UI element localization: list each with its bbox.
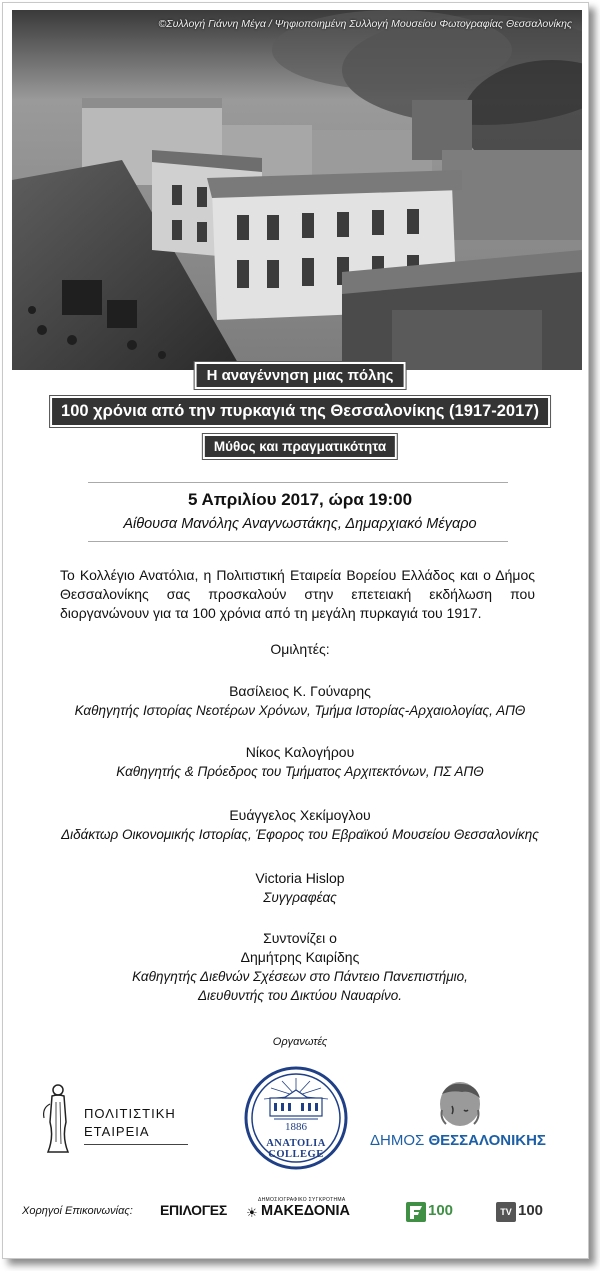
moderator-role-1: Καθηγητής Διεθνών Σχέσεων στο Πάντειο Πανεπιστήμιο, [132, 969, 468, 984]
title-banner-3: Μύθος και πραγματικότητα [203, 434, 397, 459]
divider-bottom [88, 541, 508, 542]
tv-icon: TV [496, 1202, 516, 1222]
speaker-4 [20, 869, 580, 907]
intro-paragraph: Το Κολλέγιο Ανατόλια, η Πολιτιστική Εταιρεία Βορείου Ελλάδος και ο Δήμος Θεσσαλονίκης σας προσκαλούν στην επετειακή εκδήλωση που διοργανώνουν για τα 100 χρόνια από τη μεγάλη πυρκαγιά του 1917. [60, 567, 535, 621]
moderator-name: Δημήτρης Καιρίδης [240, 949, 360, 965]
speaker-3 [20, 806, 580, 844]
speaker-name: Νίκος Καλογήρου [245, 744, 355, 760]
speaker-role: Συγγραφέας [263, 890, 337, 905]
fm-icon [406, 1202, 426, 1222]
sun-icon: ☀ [246, 1205, 258, 1220]
speaker-name: Victoria Hislop [255, 870, 345, 886]
photo-credit: ©Συλλογή Γιάννη Μέγα / Ψηφιοποιημένη Συλλογή Μουσείου Φωτογραφίας Θεσσαλονίκης [158, 18, 572, 30]
alexander-head-icon [430, 1080, 490, 1128]
municipality-word-a: ΔΗΜΟΣ [370, 1132, 425, 1149]
historic-photo [12, 10, 582, 370]
speaker-role: Καθηγητής & Πρόεδρος του Τμήματος Αρχιτεκτόνων, ΠΣ ΑΠΘ [116, 764, 484, 779]
event-venue: Αίθουσα Μανόλης Αναγνωστάκης, Δημαρχιακό Μέγαρο [123, 516, 477, 532]
municipality-name [370, 1132, 546, 1149]
cultural-society-logo [38, 1082, 198, 1157]
fm100-label: 100 [428, 1202, 454, 1219]
moderator [20, 929, 580, 1005]
title-banner-1: Η αναγέννηση μιας πόλης [195, 362, 406, 389]
makedonia-subtitle: ΔΗΜΟΣΙΟΓΡΑΦΙΚΟ ΣΥΓΚΡΟΤΗΜΑ [258, 1197, 346, 1203]
speaker-name: Ευάγγελος Χεκίμογλου [229, 807, 371, 823]
sponsor-tv100 [496, 1202, 558, 1222]
divider-top [88, 482, 508, 483]
sponsors-label: Χορηγοί Επικοινωνίας: [22, 1205, 133, 1217]
organizers-label: Οργανωτές [272, 1036, 328, 1048]
moderator-role-2: Διευθυντής του Δικτύου Ναυαρίνο. [197, 988, 403, 1003]
sponsor-makedonia [246, 1197, 381, 1225]
event-date: 5 Απριλίου 2017, ώρα 19:00 [187, 490, 413, 509]
speaker-name: Βασίλειος Κ. Γούναρης [229, 683, 371, 699]
seal-text: ANATOLIA COLLEGE [266, 1138, 326, 1160]
municipality-logo [370, 1080, 570, 1160]
seal-year: 1886 [285, 1121, 307, 1133]
anatolia-college-seal [244, 1066, 348, 1170]
makedonia-name: ΜΑΚΕΔΟΝΙΑ [261, 1203, 350, 1219]
title-banner-2: 100 χρόνια από την πυρκαγιά της Θεσσαλονίκης (1917-2017) [50, 396, 550, 427]
speaker-1 [20, 682, 580, 720]
speaker-role: Διδάκτωρ Οικονομικής Ιστορίας, Έφορος του Εβραϊκού Μουσείου Θεσσαλονίκης [61, 827, 539, 842]
speaker-role: Καθηγητής Ιστορίας Νεοτέρων Χρόνων, Τμήμα Ιστορίας-Αρχαιολογίας, ΑΠΘ [74, 703, 526, 718]
sponsor-epiloges: ΕΠΙΛΟΓΕΣ [160, 1202, 227, 1218]
moderator-intro: Συντονίζει ο [263, 930, 337, 946]
society-line2: ΕΤΑΙΡΕΙΑ [84, 1124, 150, 1139]
speakers-heading: Ομιλητές: [270, 641, 330, 657]
sponsor-fm100 [406, 1202, 468, 1222]
municipality-word-b: ΘΕΣΣΑΛΟΝΙΚΗΣ [428, 1132, 546, 1149]
society-underline [84, 1144, 188, 1145]
tv100-label: 100 [518, 1202, 544, 1219]
photo-illustration [12, 10, 582, 370]
statue-icon [38, 1082, 78, 1154]
speaker-2 [20, 743, 580, 781]
society-line1: ΠΟΛΙΤΙΣΤΙΚΗ [84, 1106, 176, 1121]
